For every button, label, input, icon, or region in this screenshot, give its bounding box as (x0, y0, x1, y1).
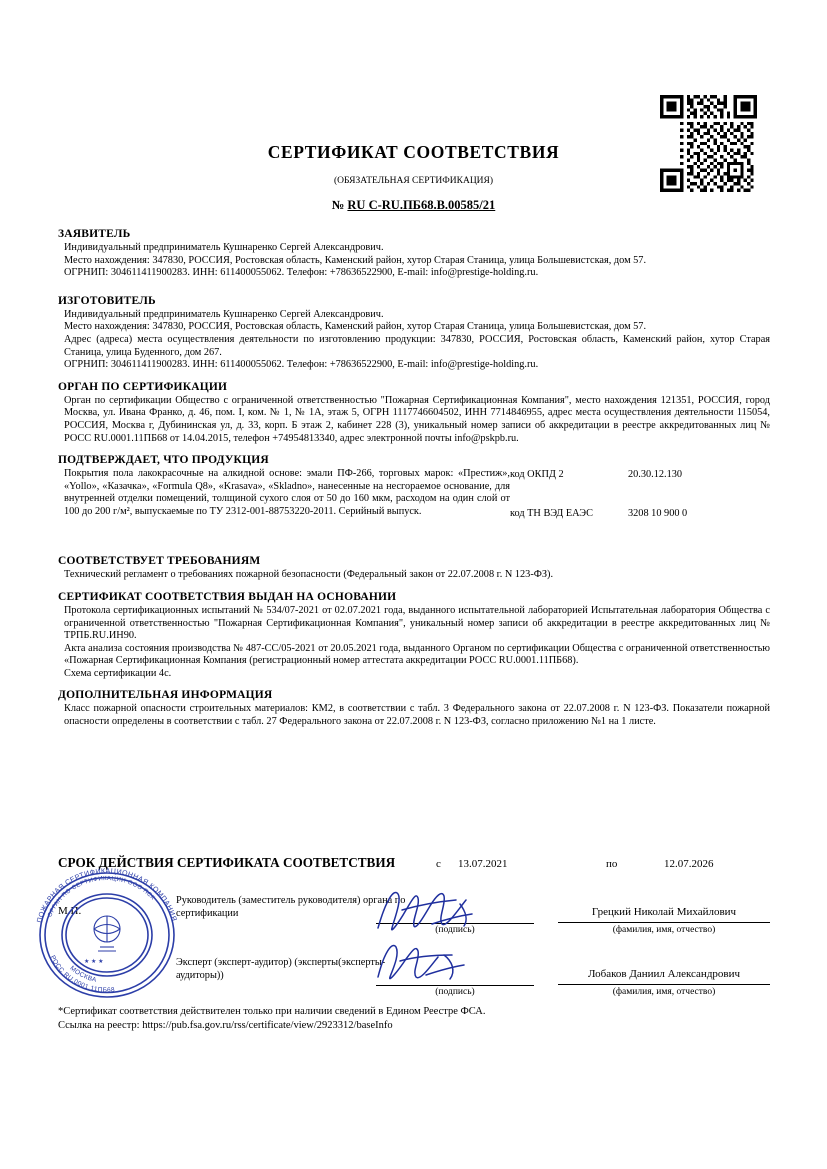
applicant-line-1: Индивидуальный предприниматель Кушнаренко Сергей Александрович. (64, 242, 384, 253)
validity-from-date: 13.07.2021 (458, 858, 508, 870)
product-codes-col (510, 468, 770, 546)
validity-to-label: по (606, 858, 618, 870)
signature-line-2 (376, 957, 534, 986)
product-description-col (58, 468, 510, 518)
validity-section (58, 855, 770, 871)
certification-body-heading: ОРГАН ПО СЕРТИФИКАЦИИ (58, 380, 228, 393)
applicant-line-3: ОГРНИП: 304611411900283. ИНН: 611400055062. Телефон: +78636522900, E-mail: info@prestige-holding.ru. (64, 267, 539, 279)
basis-block (58, 591, 770, 681)
mp-label: М.П. (58, 905, 82, 917)
basis-paragraph-2: Акта анализа состояния производства № 487-СС/05-2021 от 20.05.2021 года, выданного Органом по сертификации Общества с ограниченной ответственностью «Пожарная Сертификационная Компания (регистрационный номер аттестата аккредитации РОСС RU.0001.11ПБ68). (64, 642, 770, 667)
product-block (58, 454, 770, 546)
requirements-text: Технический регламент о требованиях пожарной безопасности (Федеральный закон от 22.07.2008 г. N 123-ФЗ). (64, 569, 554, 581)
svg-text:ОРГАН ПО СЕРТИФИКАЦИИ ООО ПСК: ОРГАН ПО СЕРТИФИКАЦИИ ООО ПСК (47, 875, 156, 919)
signer-role-2: Эксперт (эксперт-аудитор) (эксперты(эксперты-аудиторы)) (176, 957, 386, 981)
svg-text:ПОЖАРНАЯ СЕРТИФИКАЦИОННАЯ КОМП: ПОЖАРНАЯ СЕРТИФИКАЦИОННАЯ КОМПАНИЯ (36, 867, 178, 924)
certification-body-block (58, 381, 770, 445)
tnved-row (510, 508, 770, 521)
signature-line-1 (376, 895, 534, 924)
signer-name-2: Лобаков Даниил Александрович (558, 957, 770, 985)
applicant-block (58, 228, 770, 280)
requirements-heading: СООТВЕТСТВУЕТ ТРЕБОВАНИЯМ (58, 555, 261, 568)
manufacturer-line-3: Адрес (адреса) места осуществления деятельности по изготовлению продукции: 347830, РОССИЯ, Ростовская область, Каменский район, хутор Старая Станица, улица Буденного, дом 267. (64, 333, 770, 358)
certificate-number-value: RU C-RU.ПБ68.В.00585/21 (347, 198, 496, 212)
registry-label: Ссылка на реестр: (58, 1020, 140, 1031)
tnved-value: 3208 10 900 0 (628, 507, 688, 519)
okpd2-label: код ОКПД 2 (510, 469, 564, 481)
footer-note: *Сертификат соответствия действителен только при наличии сведений в Едином Реестре ФСА. (58, 1006, 486, 1017)
signature-caption-2: (подпись) (435, 987, 475, 997)
requirements-block (58, 555, 770, 582)
signature-caption-1: (подпись) (435, 925, 475, 935)
signer-name-1: Грецкий Николай Михайлович (558, 895, 770, 923)
basis-heading: СЕРТИФИКАТ СООТВЕТСТВИЯ ВЫДАН НА ОСНОВАНИИ (58, 590, 397, 603)
additional-info-heading: ДОПОЛНИТЕЛЬНАЯ ИНФОРМАЦИЯ (58, 689, 273, 702)
signer-name-caption-2: (фамилия, имя, отчество) (612, 987, 716, 997)
signer-name-caption-1: (фамилия, имя, отчество) (612, 925, 716, 935)
validity-heading: СРОК ДЕЙСТВИЯ СЕРТИФИКАТА СООТВЕТСТВИЯ (58, 855, 396, 870)
validity-from-label: с (436, 858, 441, 870)
svg-text:★ ★ ★: ★ ★ ★ (84, 959, 104, 965)
product-text: Покрытия пола лакокрасочные на алкидной основе: эмали ПФ-266, торговых марок: «Престиж», «Yollo», «Казачка», «Formula Q8», «Krasava», «Skladno», нанесенные на несгораемое основание, для внутренней отделки помещений, толщиной сухого слоя от 50 до 160 мкм, расходом на один слой от 100 до 200 г/м², выпускаемые по ТУ 2312-001-88753220-2011. Серийный выпуск. (64, 468, 510, 517)
additional-info-block (58, 689, 770, 728)
svg-text:МОСКВА: МОСКВА (68, 964, 98, 984)
product-heading: ПОДТВЕРЖДАЕТ, ЧТО ПРОДУКЦИЯ (58, 454, 269, 467)
signer-role-1: Руководитель (заместитель руководителя) органа по сертификации (176, 895, 406, 919)
certificate-number (0, 198, 827, 213)
document-title: СЕРТИФИКАТ СООТВЕТСТВИЯ (267, 142, 560, 162)
svg-text:РОСС RU.0001.11ПБ68: РОСС RU.0001.11ПБ68 (48, 954, 116, 995)
applicant-line-2: Место нахождения: 347830, РОССИЯ, Ростовская область, Каменский район, хутор Старая Станица, улица Большевистская, дом 57. (64, 254, 647, 266)
certification-body-text: Орган по сертификации Общество с ограниченной ответственностью "Пожарная Сертификационная Компания", место нахождения 121351, РОССИЯ, город Москва, ул. Ивана Франко, д. 46, пом. I, ком. № 1, № 1А, этаж 5, ОГРН 1117746604502, ИНН 7714846955, адрес места осуществления деятельности 115054, РОССИЯ, Москва г, Дубининская ул, д. 33, корп. Б этаж 2, кабинет 228 (3), уникальный номер записи об аккредитации в реестре аккредитованных лиц № РОСС RU.0001.11ПБ68 от 14.04.2015, телефон +74954813340, адрес электронной почты info@pskpb.ru. (64, 394, 770, 444)
validity-to-date: 12.07.2026 (664, 858, 714, 870)
certificate-body (58, 228, 770, 738)
manufacturer-block (58, 295, 770, 372)
basis-paragraph-1: Протокола сертификационных испытаний № 534/07-2021 от 02.07.2021 года, выданного испытательной лабораторией Испытательная лаборатория Общества с ограниченной ответственностью "Пожарная Сертификационная Компания", уникальный номер записи об аккредитации в реестре аккредитованных лиц № ТРПБ.RU.ИН90. (64, 604, 770, 642)
signature-row-expert (58, 957, 770, 1011)
applicant-heading: ЗАЯВИТЕЛЬ (58, 228, 131, 240)
manufacturer-line-1: Индивидуальный предприниматель Кушнаренко Сергей Александрович. (64, 308, 384, 320)
okpd2-value: 20.30.12.130 (628, 469, 683, 481)
manufacturer-line-4: ОГРНИП: 304611411900283. ИНН: 611400055062. Телефон: +78636522900, E-mail: info@prestige-holding.ru. (64, 359, 539, 371)
registry-url[interactable]: https://pub.fsa.gov.ru/rss/certificate/view/2923312/baseInfo (142, 1020, 393, 1031)
basis-paragraph-3: Схема сертификации 4с. (64, 667, 172, 679)
tnved-label: код ТН ВЭД ЕАЭС (510, 507, 593, 519)
manufacturer-heading: ИЗГОТОВИТЕЛЬ (58, 294, 156, 307)
footer-section (58, 1005, 770, 1033)
signature-row-head (58, 895, 770, 949)
additional-info-text: Класс пожарной опасности строительных материалов: КМ2, в соответствии с табл. 3 Федерального закона от 22.07.2008 г. N 123-ФЗ. Показатели пожарной опасности определены в соответствии с табл. 27 Федерального закона от 22.07.2008 г. N 123-ФЗ, согласно приложению №1 на 1 листе. (64, 703, 770, 728)
okpd2-row (510, 469, 770, 482)
document-subtitle: (ОБЯЗАТЕЛЬНАЯ СЕРТИФИКАЦИЯ) (333, 176, 494, 186)
signatures-section (58, 895, 770, 1011)
manufacturer-line-2: Место нахождения: 347830, РОССИЯ, Ростовская область, Каменский район, хутор Старая Станица, улица Большевистская, дом 57. (64, 321, 647, 333)
certificate-number-prefix: № (331, 198, 345, 212)
